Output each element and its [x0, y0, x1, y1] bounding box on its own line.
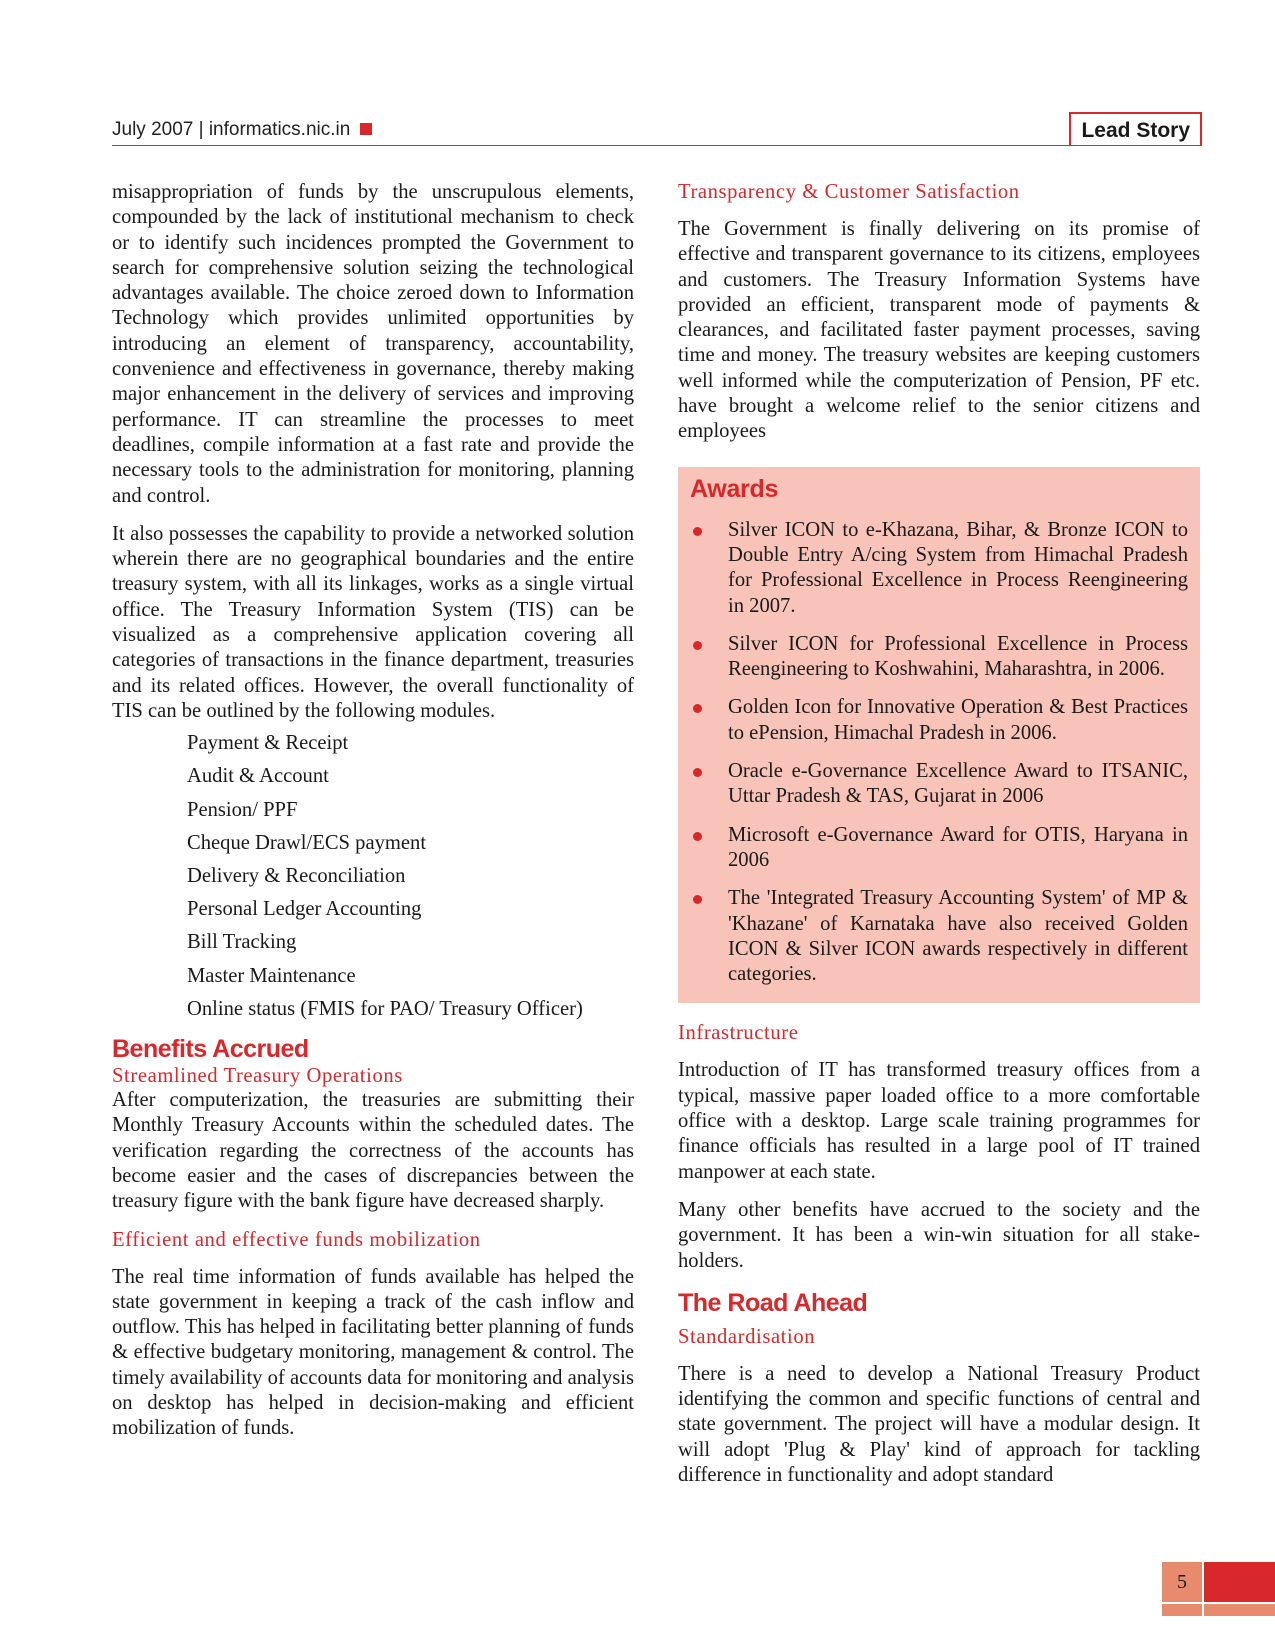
standardisation-heading: Standardisation [678, 1325, 816, 1348]
awards-title: Awards [690, 474, 779, 503]
efficient-heading: Efficient and effective funds mobilization [112, 1228, 481, 1251]
corner-strip [1204, 1604, 1275, 1616]
module-item: Delivery & Reconciliation [187, 865, 406, 888]
left-paragraph-4: The real time information of funds available has helped the state government in keeping a track of the cash inflow and outflow. This has helped in facilitating better planning of funds & effective budgetary monitoring, management & control. The timely availability of accounts data for monitoring and analysis on desktop has helped in decision-making and efficient mobilization of funds. [112, 1265, 634, 1440]
award-item [690, 759, 1188, 810]
award-item [690, 518, 1188, 619]
module-item: Pension/ PPF [187, 798, 298, 821]
streamlined-heading: Streamlined Treasury Operations [112, 1065, 403, 1088]
right-paragraph-2: Introduction of IT has transformed treasury offices from a typical, massive paper loaded office to a more comfortable office with a desktop. Large scale training programmes for finance officials has resulted in a large pool of IT trained manpower at each state. [678, 1059, 1200, 1183]
modules-list [187, 727, 634, 1026]
road-ahead-heading: The Road Ahead [678, 1288, 868, 1317]
right-column [678, 180, 1200, 1501]
right-paragraph-3: Many other benefits have accrued to the society and the government. It has been a win-win situation for all stake-holders. [678, 1198, 1200, 1272]
red-square-icon [360, 123, 372, 135]
bullet-icon [693, 768, 702, 777]
corner-decoration [1204, 1562, 1275, 1602]
award-text: Silver ICON to e-Khazana, Bihar, & Bronze ICON to Double Entry A/cing System from Himachal Pradesh for Professional Excellence in Process Reengineering in 2007. [728, 518, 1188, 617]
page-header [112, 112, 1202, 145]
left-paragraph-2: It also possesses the capability to provide a networked solution wherein there are no geographical boundaries and the entire treasury system, with all its linkages, works as a single virtual office. The Treasury Information System (TIS) can be visualized as a comprehensive application covering all categories of transactions in the finance department, treasuries and its related offices. However, the overall functionality of TIS can be outlined by the following modules. [112, 522, 634, 722]
corner-strip [1162, 1604, 1202, 1616]
bullet-icon [693, 895, 702, 904]
module-item: Personal Ledger Accounting [187, 898, 422, 921]
header-rule [112, 145, 1202, 146]
left-paragraph-3: After computerization, the treasuries are submitting their Monthly Treasury Accounts within the scheduled dates. The verification regarding the correctness of the accounts has become easier and the cases of discrepancies between the treasury figure with the bank figure have decreased sharply. [112, 1089, 634, 1213]
module-item: Payment & Receipt [187, 732, 349, 755]
award-item [690, 632, 1188, 683]
page-number: 5 [1162, 1562, 1202, 1602]
right-paragraph-4: There is a need to develop a National Treasury Product identifying the common and specific functions of central and state government. The project will have a modular design. It will adopt 'Plug & Play' kind of approach for tackling difference in functionality and adopt standard [678, 1362, 1200, 1486]
transparency-heading: Transparency & Customer Satisfaction [678, 181, 1020, 203]
left-column [112, 180, 634, 1455]
infrastructure-heading: Infrastructure [678, 1022, 799, 1045]
award-item [690, 886, 1188, 987]
award-item [690, 695, 1188, 746]
issue-line [112, 119, 372, 141]
issue-date-site: July 2007 | informatics.nic.in [112, 119, 351, 140]
bullet-icon [693, 527, 702, 536]
award-text: Silver ICON for Professional Excellence in Process Reengineering to Koshwahini, Maharashtra, in 2006. [728, 632, 1188, 681]
module-item: Online status (FMIS for PAO/ Treasury Officer) [187, 997, 583, 1020]
module-item: Audit & Account [187, 765, 329, 788]
bullet-icon [693, 832, 702, 841]
bullet-icon [693, 641, 702, 650]
module-item: Cheque Drawl/ECS payment [187, 831, 427, 854]
section-label: Lead Story [1069, 112, 1202, 145]
awards-box [678, 467, 1200, 1004]
module-item: Bill Tracking [187, 931, 297, 954]
award-text: The 'Integrated Treasury Accounting System' of MP & 'Khazane' of Karnataka have also received Golden ICON & Silver ICON awards respectively in different categories. [728, 887, 1188, 986]
award-text: Microsoft e-Governance Award for OTIS, Haryana in 2006 [728, 823, 1188, 871]
bullet-icon [693, 704, 702, 713]
right-paragraph-1: The Government is finally delivering on its promise of effective and transparent governance to its citizens, employees and customers. The Treasury Information Systems have provided an efficient, transparent mode of payments & clearances, and facilitated faster payment processes, saving time and money. The treasury websites are keeping customers well informed while the computerization of Pension, PF etc. have brought a welcome relief to the senior citizens and employees [678, 218, 1200, 443]
award-text: Golden Icon for Innovative Operation & Best Practices to ePension, Himachal Pradesh in 2006. [728, 696, 1188, 744]
award-item [690, 823, 1188, 874]
module-item: Master Maintenance [187, 964, 356, 987]
left-paragraph-1: misappropriation of funds by the unscrupulous elements, compounded by the lack of institutional mechanism to check or to identify such incidences prompted the Government to search for comprehensive solution seizing the technological advantages available. The choice zeroed down to Information Technology which provides unlimited opportunities by introducing an element of transparency, accountability, convenience and effectiveness in governance, thereby making major enhancement in the delivery of services and improving performance. IT can streamline the processes to meet deadlines, compile information at a fast rate and provide the necessary tools to the administration for monitoring, planning and control. [112, 181, 634, 507]
benefits-heading: Benefits Accrued [112, 1035, 309, 1064]
awards-list [690, 518, 1188, 988]
award-text: Oracle e-Governance Excellence Award to ITSANIC, Uttar Pradesh & TAS, Gujarat in 2006 [728, 760, 1188, 808]
